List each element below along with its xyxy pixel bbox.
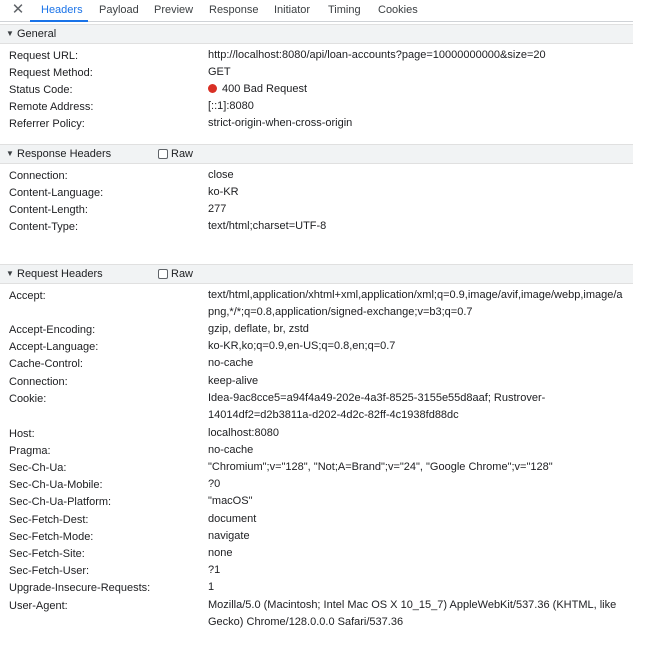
header-key: Sec-Fetch-Mode: [9, 531, 94, 543]
status-text: 400 Bad Request [222, 83, 308, 95]
header-value: close [208, 169, 234, 181]
header-value: strict-origin-when-cross-origin [208, 117, 353, 129]
section-general-header[interactable] [0, 24, 633, 44]
section-response-headers-header[interactable] [0, 144, 633, 164]
raw-label: Raw [171, 268, 194, 280]
header-key: Pragma: [9, 445, 51, 457]
header-key: Content-Language: [9, 187, 104, 199]
header-key: Sec-Ch-Ua-Mobile: [9, 479, 103, 491]
scroll-area-edge [633, 0, 649, 667]
tab-payload[interactable]: Payload [99, 4, 139, 16]
header-key: Cookie: [9, 393, 47, 405]
header-value: ko-KR,ko;q=0.9,en-US;q=0.8,en;q=0.7 [208, 340, 396, 352]
header-value: text/html;charset=UTF-8 [208, 220, 327, 232]
status-code-value [208, 81, 626, 98]
header-key: Cache-Control: [9, 358, 83, 370]
section-request-headers-header[interactable] [0, 264, 633, 284]
header-key: Host: [9, 428, 35, 440]
header-key: Request URL: [9, 50, 79, 62]
header-key: Remote Address: [9, 101, 94, 113]
header-key: Accept-Encoding: [9, 324, 96, 336]
tab-headers[interactable]: Headers [41, 4, 83, 16]
header-key: Request Method: [9, 67, 93, 79]
header-value: Mozilla/5.0 (Macintosh; Intel Mac OS X 10_15_7) AppleWebKit/537.36 (KHTML, like Gecko) Chrome/128.0.0.0 Safari/537.36 [208, 599, 617, 628]
header-value: 277 [208, 203, 227, 215]
header-key: Sec-Fetch-Dest: [9, 514, 89, 526]
triangle-down-icon[interactable]: ▼ [6, 269, 14, 278]
tab-initiator[interactable]: Initiator [274, 4, 311, 16]
header-value: navigate [208, 530, 250, 542]
header-value: localhost:8080 [208, 427, 279, 439]
header-value: ?0 [208, 478, 221, 490]
header-value: no-cache [208, 444, 254, 456]
header-key: Sec-Fetch-Site: [9, 548, 85, 560]
header-key: Content-Type: [9, 221, 79, 233]
header-value: ?1 [208, 564, 221, 576]
header-value: [::1]:8080 [208, 100, 254, 112]
header-key: Sec-Ch-Ua-Platform: [9, 496, 112, 508]
header-value: text/html,application/xhtml+xml,application/xml;q=0.9,image/avif,image/webp,image/apng,*/*;q=0.8,application/signed-exchange;v=b3;q=0.7 [208, 289, 623, 318]
header-value: "macOS" [208, 495, 253, 507]
header-key: Content-Length: [9, 204, 88, 216]
active-tab-indicator [30, 20, 88, 22]
header-value: 1 [208, 581, 215, 593]
header-value: GET [208, 66, 231, 78]
header-key: Referrer Policy: [9, 118, 85, 130]
tab-response[interactable]: Response [209, 4, 259, 16]
header-key: Status Code: [9, 84, 73, 96]
tab-cookies[interactable]: Cookies [378, 4, 418, 16]
header-value: gzip, deflate, br, zstd [208, 323, 309, 335]
header-value: none [208, 547, 233, 559]
section-title: Response Headers [17, 148, 112, 160]
triangle-down-icon[interactable]: ▼ [6, 149, 14, 158]
header-value: no-cache [208, 357, 254, 369]
tab-preview[interactable]: Preview [154, 4, 194, 16]
header-key: Connection: [9, 170, 68, 182]
header-key: Upgrade-Insecure-Requests: [9, 582, 151, 594]
triangle-down-icon[interactable]: ▼ [6, 29, 14, 38]
tab-timing[interactable]: Timing [328, 4, 361, 16]
header-value: http://localhost:8080/api/loan-accounts?page=10000000000&size=20 [208, 49, 546, 61]
header-value: "Chromium";v="128", "Not;A=Brand";v="24", "Google Chrome";v="128" [208, 461, 553, 473]
header-key: Accept: [9, 290, 46, 302]
tab-bar [0, 0, 633, 22]
header-key: Sec-Fetch-User: [9, 565, 90, 577]
header-key: Sec-Ch-Ua: [9, 462, 67, 474]
section-title: Request Headers [17, 268, 103, 280]
header-value: Idea-9ac8cce5=a94f4a49-202e-4a3f-8525-3155e55d8aaf; Rustrover-14014df2=d2b3811a-d202-4d2c-82ff-4c1938fd88dc [208, 392, 546, 421]
close-icon[interactable]: ✕ [11, 1, 25, 18]
raw-label: Raw [171, 148, 194, 160]
header-key: Connection: [9, 376, 68, 388]
header-key: Accept-Language: [9, 341, 99, 353]
raw-checkbox[interactable] [158, 269, 168, 279]
header-value: keep-alive [208, 375, 259, 387]
raw-checkbox[interactable] [158, 149, 168, 159]
header-value: document [208, 513, 257, 525]
header-value: ko-KR [208, 186, 239, 198]
section-title: General [17, 28, 57, 40]
status-error-icon [208, 84, 217, 93]
header-key: User-Agent: [9, 600, 68, 612]
